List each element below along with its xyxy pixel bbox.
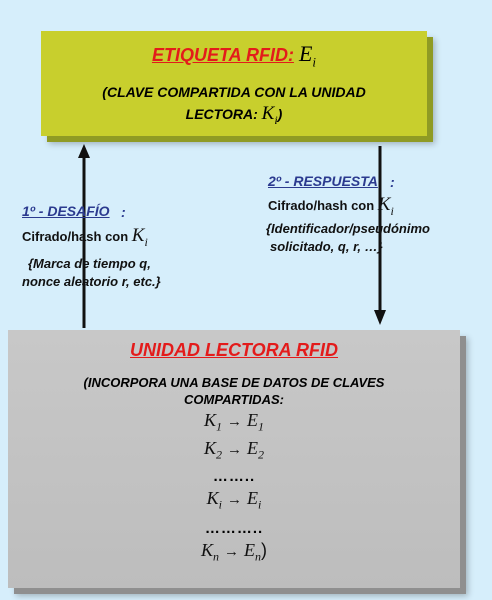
db-key-letter: K [200,540,213,560]
db-key-letter: K [203,410,216,430]
challenge-method-text: Cifrado/hash con [22,229,132,244]
db-value-sub: 1 [258,419,265,434]
challenge-key-symbol [131,225,148,249]
challenge-arrowhead-icon [78,144,90,158]
response-label [268,173,378,189]
tag-title-text: ETIQUETA RFID: [151,45,294,65]
db-value-sub: i [258,497,262,512]
reader-subtitle-line1: (INCORPORA UNA BASE DE DATOS DE CLAVES [83,375,385,390]
db-entry-key [203,438,222,462]
tag-title [41,41,427,70]
db-value-letter: E [247,410,259,430]
db-value-letter: E [244,540,256,560]
db-value-letter: E [247,488,259,508]
response-arrowhead-icon [374,310,386,325]
response-detail-line1: {Identificador/pseudónimo [266,221,430,236]
challenge-key-sub: i [144,234,148,249]
challenge-detail-line1: {Marca de tiempo q, [28,256,151,271]
tag-subtitle [61,81,407,131]
tag-symbol [298,41,317,70]
response-detail-line2: solicitado, q, r, …} [270,239,383,254]
db-key-sub: n [212,549,219,564]
response-key-letter: K [377,194,391,215]
db-arrow: → [227,491,242,508]
response-method-text: Cifrado/hash con [268,198,378,213]
db-key-sub: 2 [215,447,222,462]
tag-subtitle-close: ) [277,106,283,122]
db-entry [8,540,460,565]
db-entry-value [247,488,262,512]
reader-subtitle-line2: COMPARTIDAS: [184,392,284,407]
challenge-label-text: 1º - DESAFÍO [22,203,110,219]
db-ellipsis: ……….. [204,520,264,537]
response-label-text: 2º - RESPUESTA [268,173,378,189]
db-value-letter: E [247,438,259,458]
challenge-method [22,227,148,251]
db-arrow: → [227,413,242,430]
db-value-sub: 2 [258,447,265,462]
db-arrow: → [227,441,242,458]
reader-title [8,340,460,361]
db-entry [8,438,460,463]
tag-subtitle-line2 [61,103,407,131]
tag-symbol-letter: E [298,41,313,66]
db-entry-key [200,540,219,564]
db-value-sub: n [255,549,262,564]
tag-symbol-sub: i [312,54,317,70]
reader-title-text: UNIDAD LECTORA RFID [130,340,338,360]
db-entry-value [247,410,265,434]
db-key-sub: i [218,497,222,512]
db-key-sub: 1 [215,419,222,434]
reader-subtitle [28,374,440,408]
db-arrow: → [224,543,239,560]
db-entry-key [203,410,222,434]
db-entry [8,410,460,435]
db-key-letter: K [206,488,219,508]
rfid-tag-box [41,31,427,136]
rfid-reader-box [8,330,460,588]
db-entry-value [244,540,262,564]
tag-key-letter: K [261,103,275,124]
challenge-label [22,203,110,219]
tag-subtitle-prefix: LECTORA: [185,106,262,122]
tag-key-sub: i [274,112,278,127]
db-entry-key [206,488,222,512]
tag-key-symbol [261,103,278,127]
db-key-letter: K [203,438,216,458]
response-key-symbol [377,194,394,218]
tag-subtitle-line1: (CLAVE COMPARTIDA CON LA UNIDAD [102,84,366,100]
db-entry-value [247,438,265,462]
challenge-colon: : [121,204,126,220]
challenge-key-letter: K [131,225,145,246]
response-key-sub: i [390,203,394,218]
response-colon: : [390,174,395,190]
db-entry [8,488,460,513]
db-closing-paren: ) [261,540,268,560]
challenge-detail-line2: nonce aleatorio r, etc.} [22,274,161,289]
response-method [268,196,394,220]
db-ellipsis: …….. [212,468,256,485]
